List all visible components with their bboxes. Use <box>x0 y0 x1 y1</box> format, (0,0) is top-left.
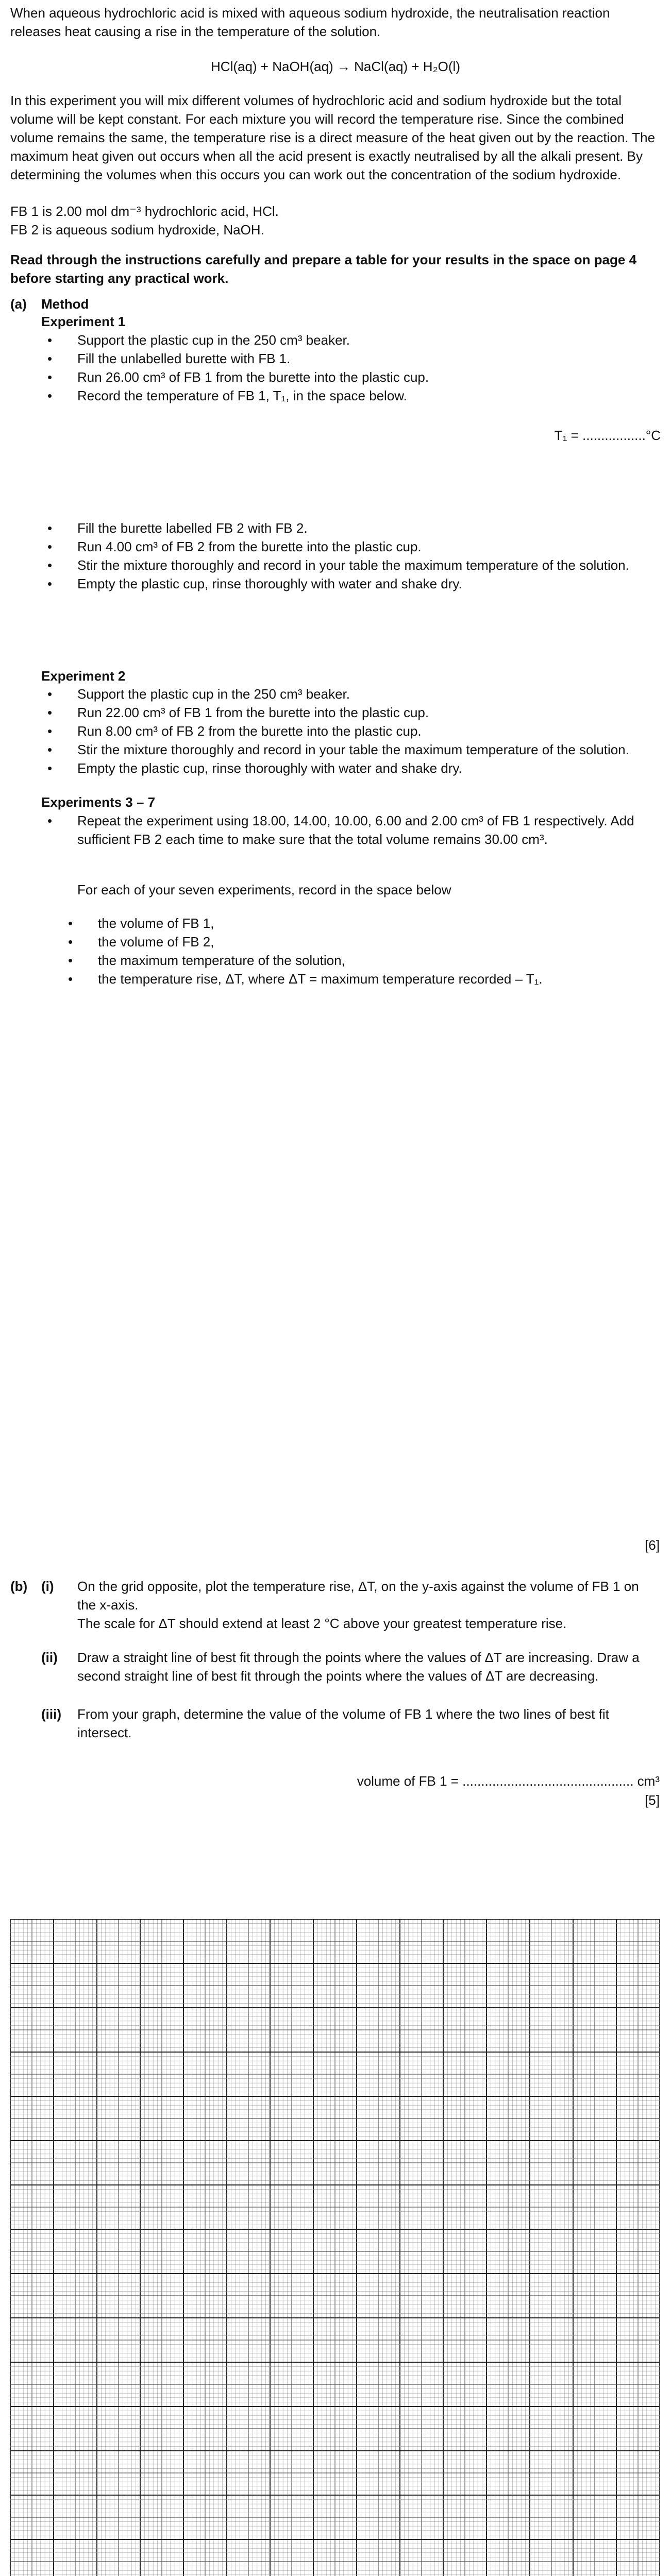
record-item: • the volume of FB 2, <box>62 933 660 952</box>
part-b-iii-text: From your graph, determine the value of the volume of FB 1 where the two lines of best fit intersect. <box>77 1706 609 1740</box>
marks-a: [6] <box>645 1537 660 1553</box>
experiments-3-7-heading: Experiments 3 – 7 <box>41 794 156 810</box>
fb1-volume-answer-field[interactable]: volume of FB 1 = .............................................. cm³ <box>357 1773 660 1789</box>
fb2-description: FB 2 is aqueous sodium hydroxide, NaOH. <box>10 222 264 238</box>
part-b-label: (b) <box>10 1579 28 1594</box>
part-b-i-text: On the grid opposite, plot the temperature rise, ΔT, on the y-axis against the volume of FB 1 on the x-axis. <box>77 1579 639 1613</box>
part-a-label: (a) <box>10 296 27 312</box>
experiment-1-steps-continued <box>41 519 649 594</box>
part-b-i-text-scale: The scale for ΔT should extend at least 2 °C above your greatest temperature rise. <box>77 1616 567 1631</box>
graph-grid[interactable] <box>10 1919 660 2576</box>
record-intro: For each of your seven experiments, record in the space below <box>77 882 451 897</box>
t1-answer-field[interactable]: T₁ = .................°C <box>554 428 661 443</box>
intro-paragraph: When aqueous hydrochloric acid is mixed with aqueous sodium hydroxide, the neutralisation reaction releases heat causing a rise in the temperature of the solution. <box>10 5 610 39</box>
experiment-2-heading: Experiment 2 <box>41 668 126 684</box>
step-item: • Stir the mixture thoroughly and record in your table the maximum temperature of the solution. <box>41 741 649 759</box>
method-heading: Method <box>41 296 89 312</box>
step-item: • Run 4.00 cm³ of FB 2 from the burette into the plastic cup. <box>41 538 649 556</box>
experiment-1-steps <box>41 331 649 405</box>
instruction-note: Read through the instructions carefully and prepare a table for your results in the space on page 4 before starting any practical work. <box>10 252 637 286</box>
step-item: • Support the plastic cup in the 250 cm³ beaker. <box>41 685 649 704</box>
step-item: • Fill the unlabelled burette with FB 1. <box>41 350 649 368</box>
marks-b: [5] <box>645 1792 660 1808</box>
experiment-description: In this experiment you will mix different volumes of hydrochloric acid and sodium hydroxide but the total volume will be kept constant. For each mixture you will record the temperature rise. Since the combined volume remains the same, the temperature rise is a direct measure of the heat given out by the reaction. The maximum heat given out occurs when all the acid present is exactly neutralised by all the alkali present. By determining the volumes when this occurs you can work out the concentration of the sodium hydroxide. <box>10 93 656 182</box>
fb1-description: FB 1 is 2.00 mol dm⁻³ hydrochloric acid, HCl. <box>10 204 279 219</box>
step-item: • Stir the mixture thoroughly and record in your table the maximum temperature of the solution. <box>41 556 649 575</box>
step-item: • Support the plastic cup in the 250 cm³ beaker. <box>41 331 649 350</box>
step-item: • Run 26.00 cm³ of FB 1 from the burette into the plastic cup. <box>41 368 649 387</box>
step-item: • Empty the plastic cup, rinse thoroughly with water and shake dry. <box>41 759 649 778</box>
record-items <box>62 914 660 989</box>
results-table-space[interactable] <box>41 994 660 1525</box>
experiments-3-7-steps <box>41 812 660 849</box>
step-item: • Repeat the experiment using 18.00, 14.00, 10.00, 6.00 and 2.00 cm³ of FB 1 respectively. Add sufficient FB 2 each time to make sure that the total volume remains 30.00 cm³. <box>41 812 660 849</box>
reaction-equation: HCl(aq) + NaOH(aq) → NaCl(aq) + H₂O(l) <box>211 59 460 74</box>
record-item: • the maximum temperature of the solution, <box>62 952 660 970</box>
step-item: • Run 22.00 cm³ of FB 1 from the burette into the plastic cup. <box>41 704 649 722</box>
part-b-iii-label: (iii) <box>41 1706 61 1722</box>
record-item: • the volume of FB 1, <box>62 914 660 933</box>
step-item: • Run 8.00 cm³ of FB 2 from the burette into the plastic cup. <box>41 722 649 741</box>
experiment-1-heading: Experiment 1 <box>41 314 126 329</box>
experiment-2-steps <box>41 685 649 777</box>
step-item: • Record the temperature of FB 1, T₁, in the space below. <box>41 387 649 405</box>
step-item: • Fill the burette labelled FB 2 with FB 2. <box>41 519 649 538</box>
part-b-ii-text: Draw a straight line of best fit through the points where the values of ΔT are increasing. Draw a second straight line of best fit through the points where the values of ΔT are decreasing. <box>77 1650 640 1684</box>
part-b-i-label: (i) <box>41 1579 54 1594</box>
record-item: • the temperature rise, ΔT, where ΔT = maximum temperature recorded – T₁. <box>62 970 660 989</box>
part-b-ii-label: (ii) <box>41 1650 58 1665</box>
step-item: • Empty the plastic cup, rinse thoroughly with water and shake dry. <box>41 575 649 594</box>
